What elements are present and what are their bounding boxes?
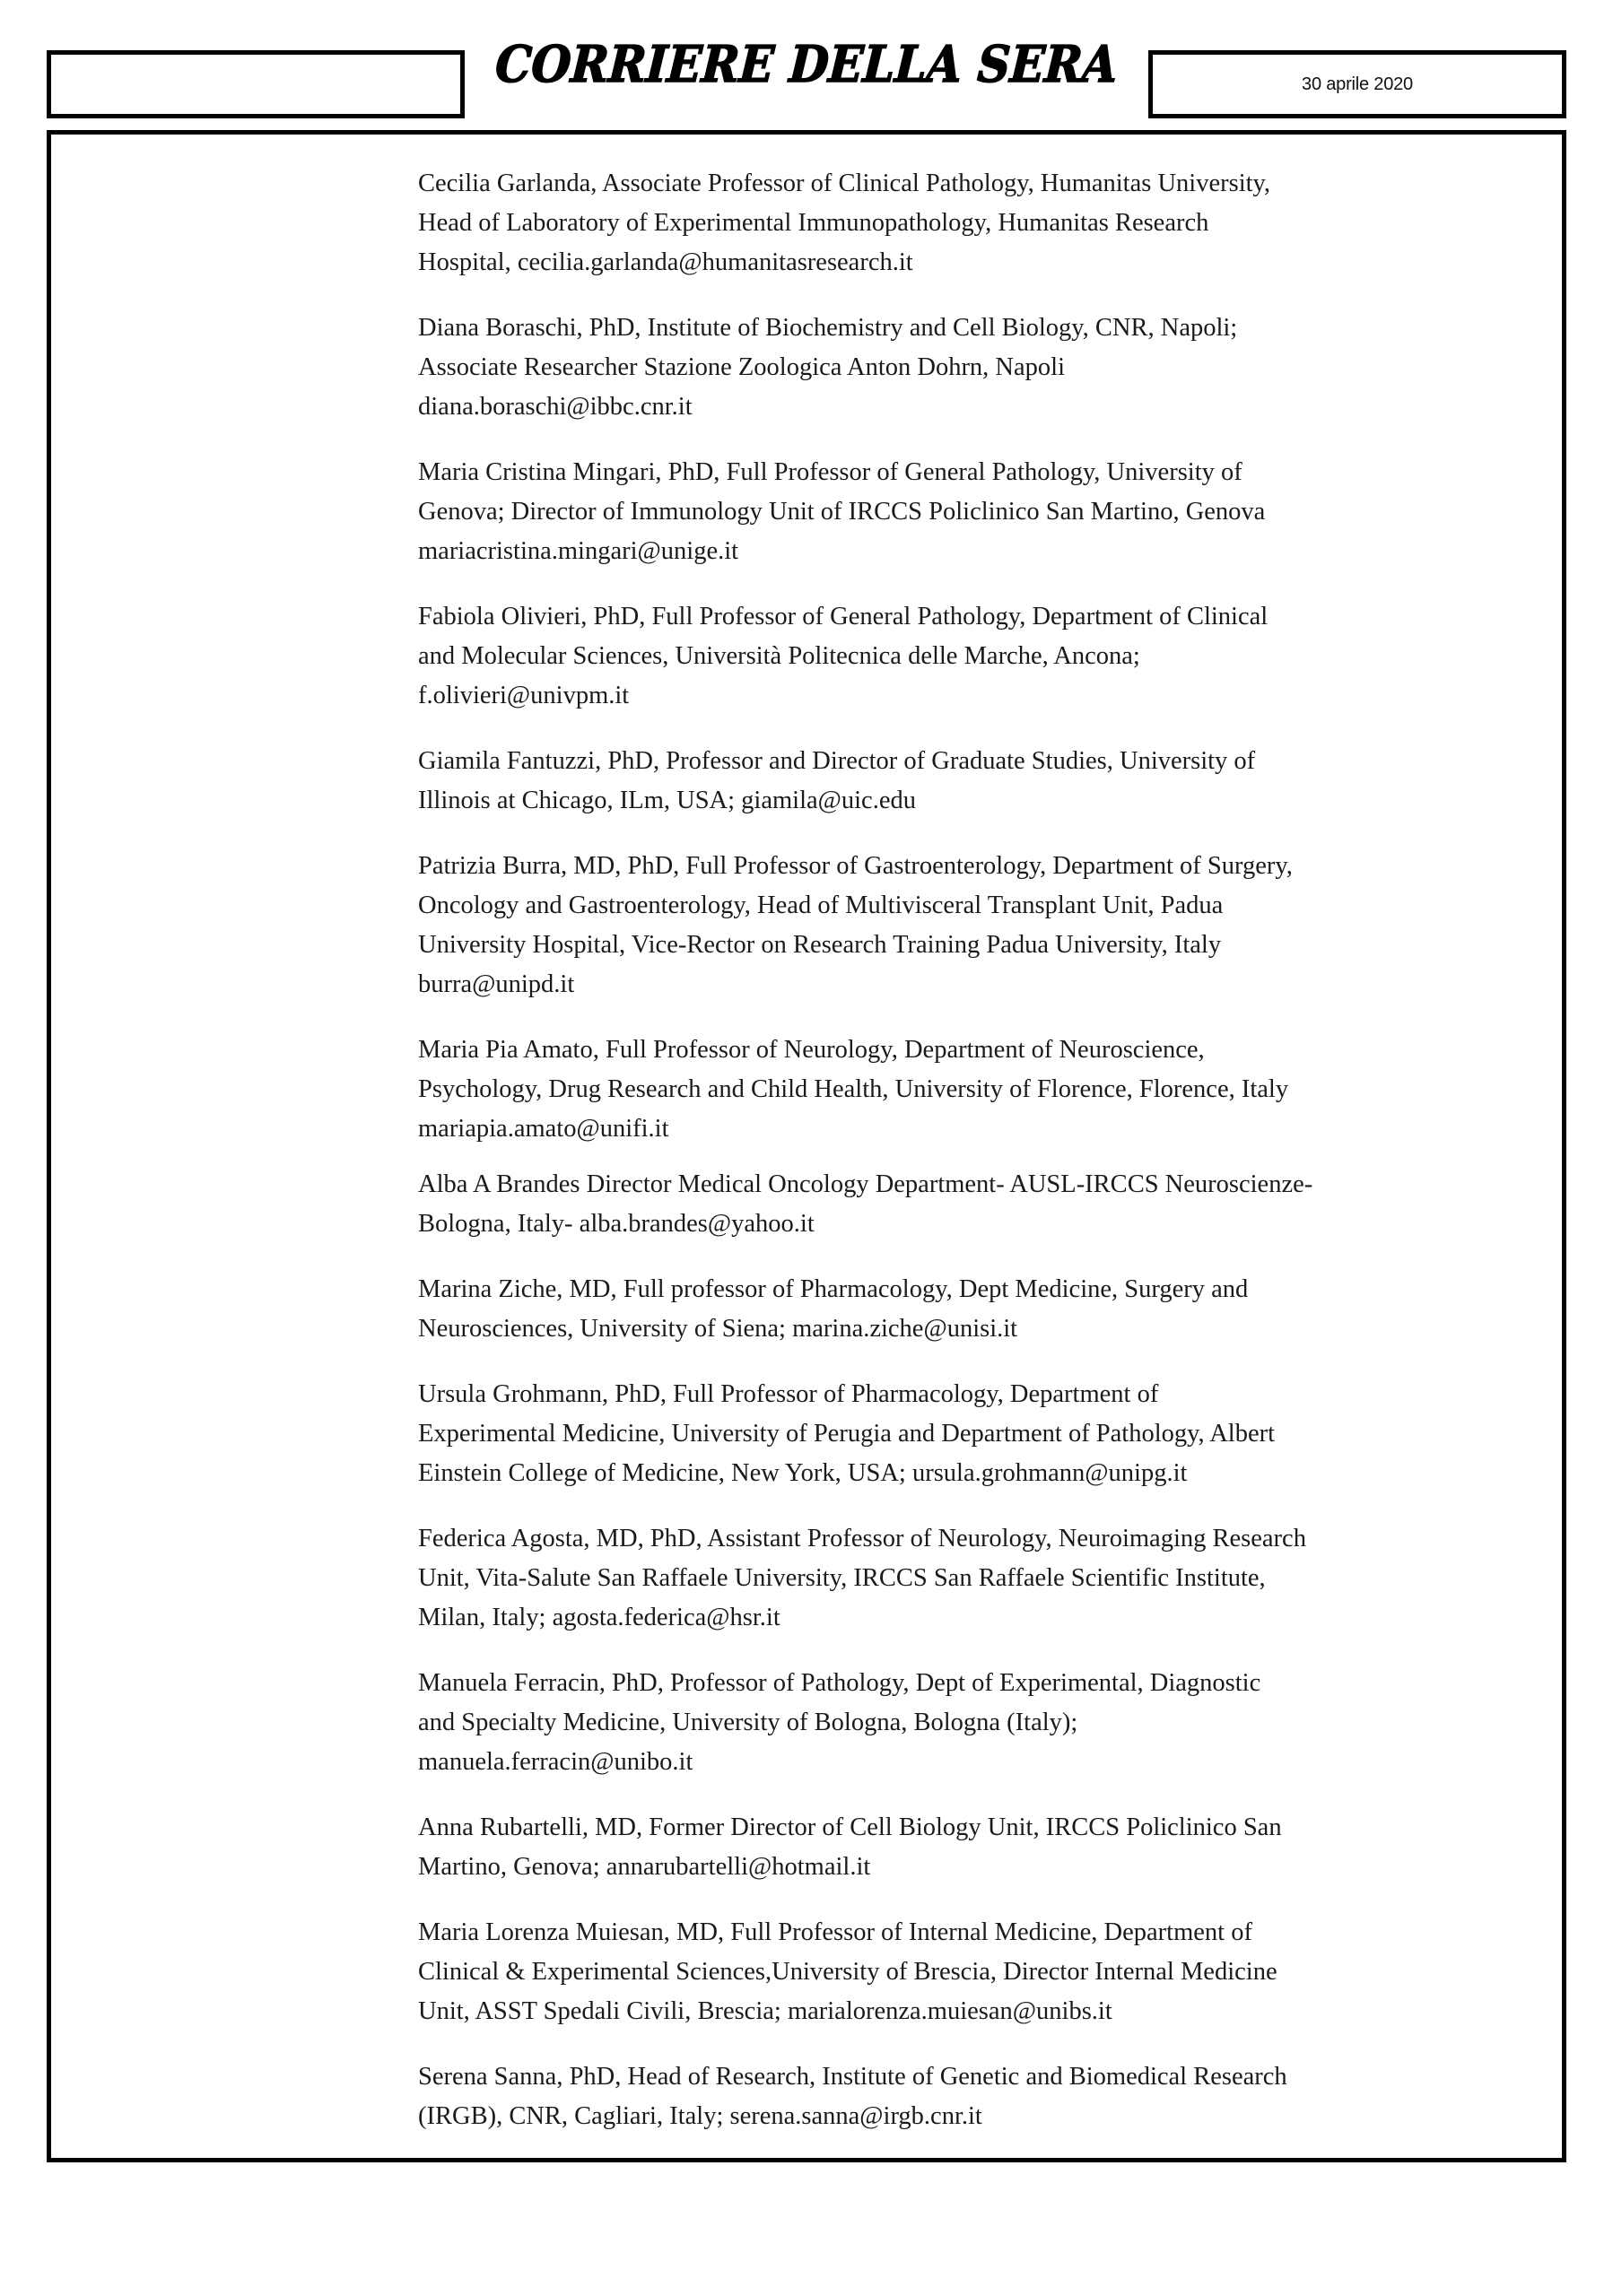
- publication-date: 30 aprile 2020: [1302, 74, 1413, 94]
- signatory-entry: Manuela Ferracin, PhD, Professor of Pathology, Dept of Experimental, Diagnostic and Specialty Medicine, University of Bologna, Bologna (Italy); manuela.ferracin@unibo.it: [418, 1669, 1261, 1776]
- header-date-box: [1148, 50, 1566, 118]
- signatory-entry: Ursula Grohmann, PhD, Full Professor of Pharmacology, Department of Experimental Medicine, University of Perugia and Department of Pathology, Albert Einstein College of Medicine, New York, USA; ursula.grohmann@unipg.it: [418, 1380, 1276, 1487]
- signatory-entry: Giamila Fantuzzi, PhD, Professor and Director of Graduate Studies, University of Illinois at Chicago, ILm, USA; giamila@uic.edu: [418, 747, 1256, 814]
- signatory-entry: Fabiola Olivieri, PhD, Full Professor of General Pathology, Department of Clinical and Molecular Sciences, Università Politecnica delle Marche, Ancona; f.olivieri@univpm.it: [418, 603, 1269, 709]
- header-left-box: [47, 50, 465, 118]
- signatory-entry: Anna Rubartelli, MD, Former Director of Cell Biology Unit, IRCCS Policlinico San Martino, Genova; annarubartelli@hotmail.it: [418, 1813, 1282, 1881]
- signatory-entry: Alba A Brandes Director Medical Oncology Department- AUSL-IRCCS Neuroscienze- Bologna, Italy- alba.brandes@yahoo.it: [418, 1170, 1313, 1238]
- signatory-entry: Diana Boraschi, PhD, Institute of Biochemistry and Cell Biology, CNR, Napoli; Associate Researcher Stazione Zoologica Anton Dohrn, Napoli diana.boraschi@ibbc.cnr.it: [418, 314, 1238, 421]
- signatory-entry: Maria Pia Amato, Full Professor of Neurology, Department of Neuroscience, Psychology, Drug Research and Child Health, University of Florence, Florence, Italy mariapia.amato@unifi.it: [418, 1036, 1289, 1143]
- masthead-title: CORRIERE DELLA SERA: [493, 35, 1120, 94]
- signatory-entry: Marina Ziche, MD, Full professor of Pharmacology, Dept Medicine, Surgery and Neurosciences, University of Siena; marina.ziche@unisi.it: [418, 1275, 1249, 1343]
- masthead: [465, 29, 1148, 100]
- signatory-entry: Serena Sanna, PhD, Head of Research, Institute of Genetic and Biomedical Research (IRGB), CNR, Cagliari, Italy; serena.sanna@irgb.cnr.it: [418, 2063, 1287, 2130]
- signatory-list: [418, 164, 1369, 2162]
- signatory-entry: Cecilia Garlanda, Associate Professor of Clinical Pathology, Humanitas University, Head of Laboratory of Experimental Immunopathology, Humanitas Research Hospital, cecilia.garlanda@humanitasresearch.it: [418, 170, 1271, 276]
- signatory-entry: Patrizia Burra, MD, PhD, Full Professor of Gastroenterology, Department of Surgery, Oncology and Gastroenterology, Head of Multivisceral Transplant Unit, Padua University Hospital, Vice-Rector on Research Training Padua University, Italy burra@unipd.it: [418, 852, 1293, 998]
- signatory-entry: Federica Agosta, MD, PhD, Assistant Professor of Neurology, Neuroimaging Research Unit, Vita-Salute San Raffaele University, IRCCS San Raffaele Scientific Institute, Milan, Italy; agosta.federica@hsr.it: [418, 1525, 1306, 1631]
- signatory-entry: Maria Cristina Mingari, PhD, Full Professor of General Pathology, University of Genova; Director of Immunology Unit of IRCCS Policlinico San Martino, Genova mariacristina.mingari@unige.it: [418, 458, 1266, 565]
- signatory-entry: Maria Lorenza Muiesan, MD, Full Professor of Internal Medicine, Department of Clinical & Experimental Sciences,University of Brescia, Director Internal Medicine Unit, ASST Spedali Civili, Brescia; marialorenza.muiesan@unibs.it: [418, 1918, 1277, 2025]
